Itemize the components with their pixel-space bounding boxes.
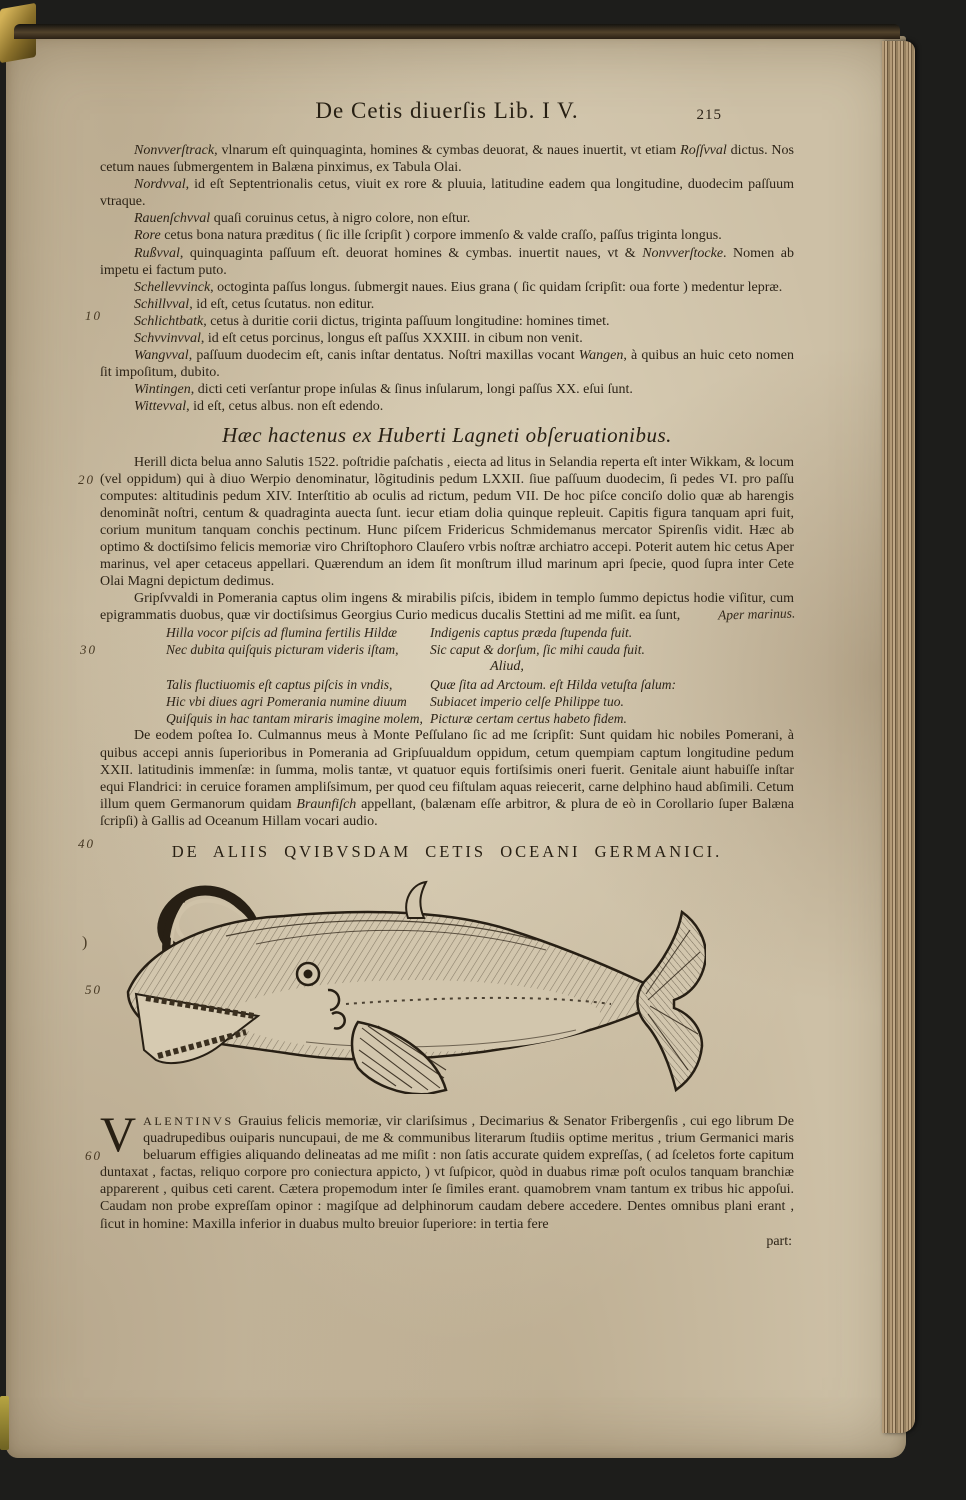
text-segment: Nordvval — [134, 177, 186, 193]
text-segment: Nonvverſtrack — [134, 143, 215, 158]
text-segment: De eodem poſtea Io. Culmannus meus à Monte Peſſulano ſic ad me ſcripſit: Sunt quidam hic nobiles Pomerani, à quibus accepi annis ſuperioribus in Pomerania ad Gripſuualdum oppidum, cetum quempiam captum longitudine pedum XXII. latitudinis immenſæ: in ſumma, molis tantæ, vt quatuor equis fortiſsimis oneri fuerit. Genitale aiunt habuiſſe inſtar equi Flandrici: in ceruice foramen ampliſsimum, per quod ceu fiſtulam aquas reiecerit, carne delphino haud abſimili. Cetum illum quem Germanorum quidam — [100, 728, 794, 812]
text-segment: Schillvval — [134, 296, 190, 312]
verse-line-right: Subiacet imperio celſe Philippe tuo. — [430, 694, 624, 710]
text-segment: , id eſt, cetus ſcutatus. non editur. — [189, 296, 375, 312]
book-clasp-bottom — [0, 1396, 9, 1450]
drop-cap: V — [100, 1106, 137, 1162]
entry-paragraph — [100, 210, 794, 227]
text-segment: quaſi coruinus cetus, à nigro colore, non eſtur. — [210, 211, 471, 227]
book-fore-edge — [882, 41, 915, 1433]
entry-paragraph — [100, 142, 794, 176]
margin-line-number: 60 — [85, 1148, 102, 1163]
para-paragraph — [100, 590, 794, 624]
whale-dorsal-fin — [406, 882, 426, 918]
book-top-edge — [14, 24, 900, 39]
section-heading-italic: Hæc hactenus ex Huberti Lagneti obſeruationibus. — [222, 422, 672, 447]
text-segment: Rore — [134, 228, 161, 244]
verse-line-left: Hic vbi diues agri Pomerania numine diuum — [166, 694, 407, 710]
text-segment: Wittevval — [134, 399, 187, 415]
entry-paragraph — [100, 176, 794, 210]
section-heading-caps: DE ALIIS QVIBVSDAM CETIS OCEANI GERMANICI. — [171, 842, 723, 861]
verse-line-pair — [100, 710, 794, 727]
text-segment: , octoginta paſſus longus. ſubmergit naues. Eius grana ( ſic quidam ſcripſit: oua forte ) medentur lepræ. — [210, 279, 783, 295]
whale-woodcut-figure — [106, 874, 794, 1099]
margin-note-aper-marinus: Aper marinus. — [717, 605, 796, 623]
verse-line-left: Quiſquis in hac tantam miraris imagine molem, — [166, 711, 423, 727]
text-segment: Wintingen — [134, 382, 191, 398]
text-segment: Schellevvinck — [134, 279, 211, 295]
text-segment: Rauenſchvval — [134, 211, 211, 227]
text-segment: , paſſuum duodecim eſt, canis inſtar dentatus. Noſtri maxillas vocant — [188, 348, 579, 364]
para-paragraph — [100, 454, 794, 591]
catchword: part: — [766, 1233, 792, 1249]
text-segment: , vlnarum eſt quinquaginta, homines & cymbas deuorat, & naues inuertit, vt etiam — [214, 143, 681, 158]
text-area — [100, 98, 794, 1250]
text-segment: , dicti ceti verſantur prope inſulas & ſinus inſularum, longi paſſus XX. eſui ſunt. — [190, 382, 633, 398]
margin-line-number: 50 — [85, 982, 102, 997]
margin-line-number: 30 — [80, 642, 97, 657]
margin-line-number: 40 — [78, 836, 95, 851]
text-segment: Gripſvvaldi in Pomerania captus olim ingens & mirabilis piſcis, ibidem in templo ſummo depictus hodie viſitur, cum epigrammatis duobus, quæ vir doctiſsimus Georgius Curio medicus ducalis Stettini ad me miſit. ea ſunt, — [100, 591, 794, 624]
verse-line-pair — [100, 693, 794, 710]
page-number: 215 — [696, 107, 722, 123]
verse-subheading: Aliud, — [490, 659, 524, 675]
margin-line-number: 10 — [85, 308, 102, 323]
para-paragraph — [100, 727, 794, 830]
verse-line-left: Talis fluctiuomis eſt captus piſcis in vndis, — [166, 677, 393, 693]
running-title: De Cetis diuerſis Lib. I V. — [315, 98, 579, 123]
verse-line-right: Quæ ſita ad Arctoum. eſt Hilda vetuſta ſalum: — [430, 677, 676, 693]
verse-line-pair — [100, 641, 794, 658]
verse-line-pair — [100, 624, 794, 641]
verse-line-right: Picturæ certam certus habeto fidem. — [430, 711, 627, 727]
text-segment: . Nomen ab impetu ei factum puto. — [100, 245, 795, 278]
text-segment: Nonvverſtocke — [642, 245, 724, 261]
verse-line-left: Hilla vocor piſcis ad flumina fertilis Hildæ — [166, 625, 397, 641]
entry-paragraph — [100, 279, 794, 296]
entry-paragraph — [100, 381, 794, 398]
text-segment: Rußvval — [134, 245, 180, 261]
margin-mark: ) — [82, 934, 88, 951]
entry-paragraph — [100, 227, 794, 244]
verse-line-pair — [100, 676, 794, 693]
margin-line-number: 20 — [78, 472, 95, 487]
text-segment: Braunfiſch — [296, 796, 357, 812]
text-segment: cetus bona natura præditus ( ſic ille ſcripſit ) corpore immenſo & valde craſſo, paſſus triginta longus. — [160, 228, 722, 244]
text-segment: Herill dicta belua anno Salutis 1522. poſtridie paſchatis , eiecta ad litus in Selandia reperta eſt inter Wikkam, & locum (vel oppidum) qui à diuo Werpio denominatur, lõgitudinis pedum LXXII. ſiue paſſuum duodecim, ſi pedes VI. pro paſſu computes: altitudinis pedum XIV. Interſtitio ab oculis ad rictum, pedum VII. De hoc piſce conciſo dolio quæ ab harengis denominãt noſtri, centum & quadraginta auecta ſunt. iecur etiam dolia quinque repleuit. Capitis figura tanquam apri fuit, corium munitum tanquam conchis pectinum. Hunc piſcem Fridericus Schmidemanus mercator Spirenſis vidit. Hæc ab optimo & doctiſsimo felicis memoriæ viro Chriſtophoro Clauſero vrbis noſtræ archiatro accepi. Poterit autem hic cetus Aper marinus, vel aper cetaceus appellari. Quærendum an idem ſit monſtrum illud marinum apri ſpecie, quod ſupra inter Cete Olai Magni depictum dedimus. — [100, 454, 794, 590]
text-segment: , quinquaginta paſſuum eſt. deuorat homines & cymbas. inuertit naues, vt & — [179, 245, 643, 261]
verse-line-right: Indigenis captus præda ſtupenda fuit. — [430, 625, 633, 641]
text-segment: Wangen — [578, 348, 624, 364]
text-segment: Schvvinvval — [134, 331, 201, 347]
text-segment: ALENTINVS — [143, 1114, 234, 1128]
entry-paragraph — [100, 313, 794, 330]
text-segment: Wangvval — [134, 348, 189, 364]
text-segment: Schlichtbatk — [134, 313, 204, 329]
text-column — [100, 142, 794, 1250]
page-header — [100, 98, 794, 134]
book-page — [6, 36, 906, 1458]
text-segment: , id eſt cetus porcinus, longus eſt paſſus XXXIII. in cibum non venit. — [200, 331, 583, 347]
text-segment: appellant, (balænam eſſe arbitror, & plura de eò in Corollario ſuper Balæna ſcripſi) à Gallis ad Oceanum Hillam vocari audio. — [100, 796, 795, 829]
dropcap-paragraph — [100, 1106, 794, 1233]
verse-line-right: Sic caput & dorſum, ſic mihi cauda fuit. — [430, 642, 645, 658]
text-segment: , id eſt, cetus albus. non eſt edendo. — [186, 399, 384, 415]
entry-paragraph — [100, 330, 794, 347]
entry-paragraph — [100, 296, 794, 313]
entry-paragraph — [100, 347, 794, 381]
text-segment: , cetus à duritie corii dictus, triginta paſſuum longitudine: homines timet. — [203, 313, 610, 329]
text-segment: , id eſt Septentrionalis cetus, viuit ex rore & pluuia, latitudine eadem qua longitudine, duodecim paſſuum vtraque. — [100, 177, 794, 210]
verse-line-left: Nec dubita quiſquis picturam videris iſtam, — [166, 642, 399, 658]
entry-paragraph — [100, 245, 794, 279]
entry-paragraph — [100, 398, 794, 415]
whale-woodcut — [106, 874, 706, 1094]
text-segment: , à quibus an huic ceto nomen ſit impoſitum, dubito. — [100, 348, 794, 381]
text-segment: dictus. Nos cetum naues ſubmergentem in Balæna pinximus, ex Tabula Olai. — [100, 143, 794, 176]
text-segment: Grauius felicis memoriæ, vir clariſsimus , Decimarius & Senator Fribergenſis , cui ego librum De quadrupedibus ouiparis nuncupaui, de me & communibus literarum ſtudiis optime meritus , trium Germanici maris beluarum effigies aliquando delineatas ad me miſit : non ſatis accurate quidem expreſſas, ( ad ſceletos forte capitum duntaxat , factas, reliquo corpore pro coniectura appicto, ) vt ſuſpicor, quòd in duabus rimæ poſt oculos tanquam branchiæ apparerent , quibus ceti carent. Cætera propemodum inter ſe ſimiles erant. quamobrem vnam tantum ex tribus hic appoſui. Caudam non probe expreſſam opinor : magiſque ad delphinorum caudam debere accedere. Dentes omnibus plani erant , ſicut in homine: Maxilla inferior in duabus multo breuior ſuperiore: in tertia fere — [100, 1114, 794, 1232]
text-segment: Roſſvval — [680, 143, 727, 158]
